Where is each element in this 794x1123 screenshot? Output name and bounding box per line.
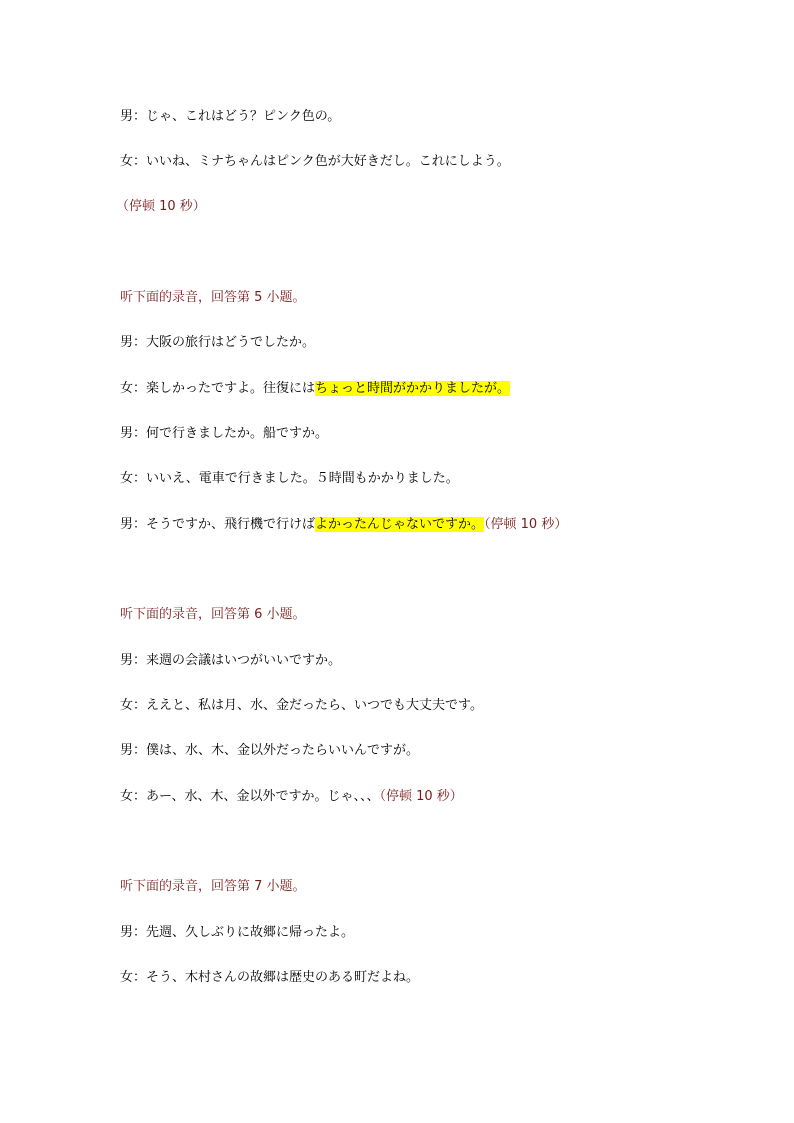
dialogue-line	[120, 516, 567, 533]
speech-text: 女：楽しかったですよ。往復には	[120, 381, 316, 396]
question-heading-7	[120, 878, 306, 895]
dialogue-line	[120, 652, 341, 669]
dialogue-line	[120, 788, 463, 805]
pause-note: （停顿 10 秒）	[116, 199, 206, 214]
dialogue-line	[120, 334, 315, 351]
speech-text: 男：大阪の旅行はどうでしたか。	[120, 335, 316, 350]
speech-text: 女：ええと、私は月、水、金だったら、いつでも大丈夫です。	[120, 698, 483, 713]
speech-text: 男：じゃ、これはどう？ピンク色の。	[120, 109, 341, 124]
pause-note: （停顿 10 秒）	[379, 789, 463, 804]
highlighted-text: ちょっと時間がかかりましたが。	[315, 381, 511, 396]
speech-text: 男：先週、久しぶりに故郷に帰ったよ。	[120, 925, 355, 940]
dialogue-line	[120, 153, 510, 170]
pause-note: （停顿 10 秒）	[484, 517, 568, 532]
dialogue-line	[120, 470, 459, 487]
question-heading-6	[120, 606, 306, 623]
speech-text: 男：僕は、水、木、金以外だったらいいんですが。	[120, 743, 420, 758]
speech-text: 女：いいえ、電車で行きました。５時間もかかりました。	[120, 471, 459, 486]
pause-note-line	[116, 198, 206, 215]
question-heading-5	[120, 289, 306, 306]
dialogue-line	[120, 969, 419, 986]
speech-text: 男：そうですか、飛行機で行けば	[120, 517, 316, 532]
dialogue-line	[120, 924, 354, 941]
dialogue-line	[120, 380, 510, 397]
dialogue-line	[120, 425, 328, 442]
speech-text: 男：何で行きましたか。船ですか。	[120, 426, 329, 441]
question-heading-text: 听下面的录音，回答第 5 小题。	[120, 290, 306, 305]
question-heading-text: 听下面的录音，回答第 7 小题。	[120, 879, 306, 894]
highlighted-text: よかったんじゃないですか。	[315, 517, 485, 532]
speech-text: 女：あー、水、木、金以外ですか。じゃ、、、	[120, 789, 380, 804]
dialogue-line	[120, 108, 340, 125]
question-heading-text: 听下面的录音，回答第 6 小题。	[120, 607, 306, 622]
speech-text: 女：いいね、ミナちゃんはピンク色が大好きだし。これにしよう。	[120, 154, 510, 169]
dialogue-line	[120, 742, 419, 759]
speech-text: 女：そう、木村さんの故郷は歴史のある町だよね。	[120, 970, 420, 985]
speech-text: 男：来週の会議はいつがいいですか。	[120, 653, 342, 668]
dialogue-line	[120, 697, 483, 714]
